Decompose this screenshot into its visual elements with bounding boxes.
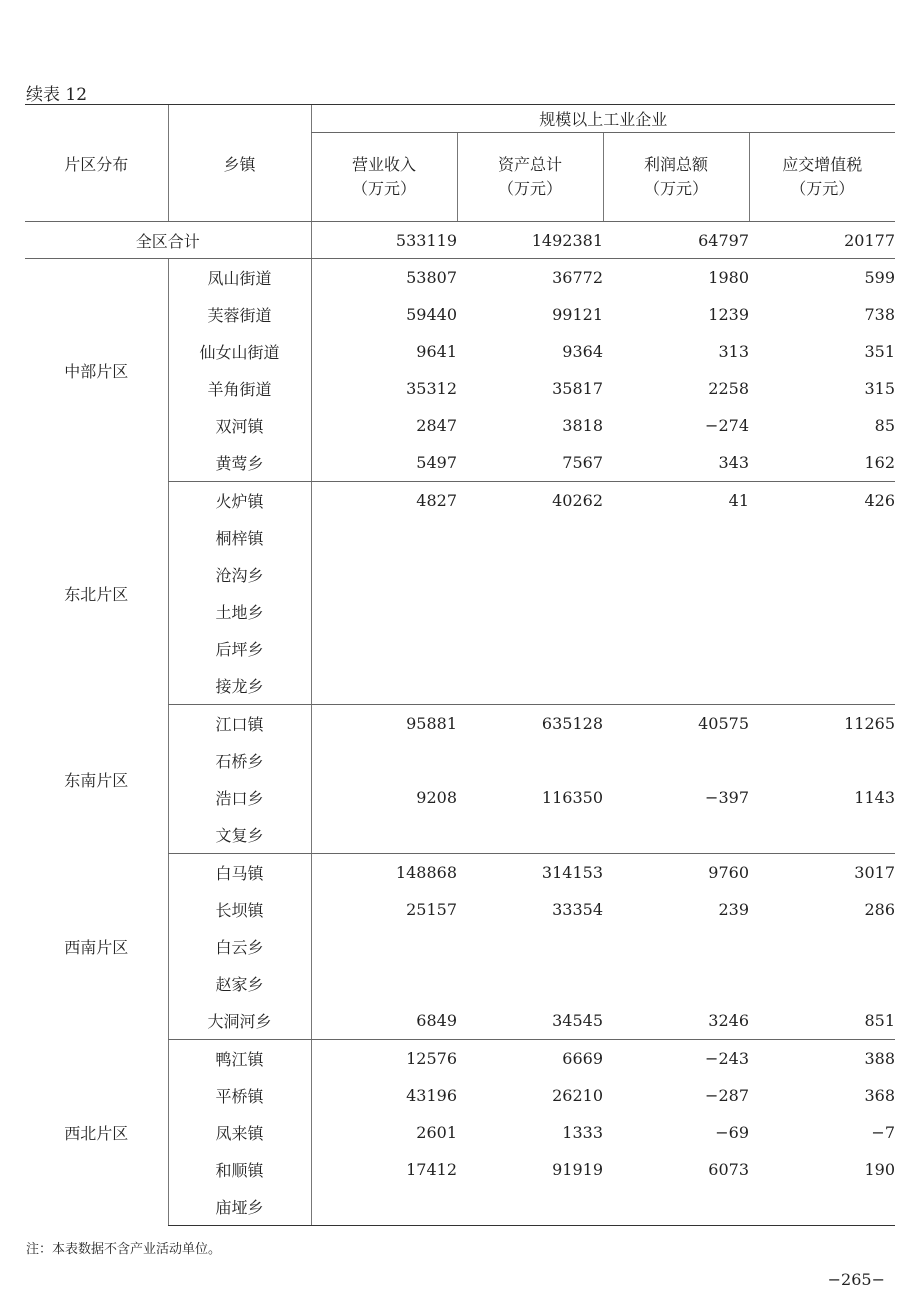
town-name: 鸭江镇 (168, 1040, 311, 1078)
profit-cell: −243 (705, 1049, 749, 1068)
town-name: 和顺镇 (168, 1151, 311, 1188)
town-name: 长坝镇 (168, 891, 311, 928)
profit-cell: 1239 (708, 305, 749, 324)
revenue-cell: 2601 (311, 1114, 457, 1151)
revenue-cell: 9641 (311, 333, 457, 370)
vat-cell: 1143 (854, 788, 895, 807)
vat-cell: 388 (864, 1049, 895, 1068)
vat-cell: 315 (864, 379, 895, 398)
vat-cell (749, 742, 895, 779)
assets-cell: 635128 (541, 714, 603, 733)
assets-cell: 33354 (552, 900, 603, 919)
assets-cell (457, 630, 603, 667)
total-vat: 20177 (749, 222, 895, 259)
profit-cell (603, 816, 749, 854)
table-row (25, 854, 895, 892)
assets-cell (457, 1188, 603, 1226)
assets-cell (457, 519, 603, 556)
region-name: 东南片区 (64, 770, 129, 790)
profit-cell (603, 519, 749, 556)
vat-cell: 351 (864, 342, 895, 361)
assets-cell (457, 965, 603, 1002)
revenue-cell: 25157 (311, 891, 457, 928)
vat-cell (749, 519, 895, 556)
assets-cell: 9364 (562, 342, 603, 361)
assets-cell (457, 556, 603, 593)
total-assets: 1492381 (457, 222, 603, 259)
town-name: 赵家乡 (168, 965, 311, 1002)
town-name: 后坪乡 (168, 630, 311, 667)
profit-cell (603, 593, 749, 630)
town-name: 双河镇 (168, 407, 311, 444)
profit-cell: 1980 (708, 268, 749, 287)
header-assets: 资产总计 （万元） (457, 133, 603, 222)
assets-cell: 99121 (552, 305, 603, 324)
revenue-cell: 59440 (311, 296, 457, 333)
region-name: 东北片区 (64, 584, 129, 604)
vat-cell: 599 (864, 268, 895, 287)
profit-cell: 239 (718, 900, 749, 919)
vat-cell (749, 630, 895, 667)
profit-cell: 3246 (603, 1002, 749, 1040)
revenue-cell: 4827 (311, 482, 457, 520)
town-name: 凤来镇 (168, 1114, 311, 1151)
profit-cell: −274 (705, 416, 749, 435)
revenue-cell (311, 742, 457, 779)
table-row (25, 1040, 895, 1078)
profit-cell: −69 (715, 1123, 749, 1142)
region-name: 西南片区 (64, 938, 129, 957)
profit-cell (603, 742, 749, 779)
revenue-cell: 35312 (311, 370, 457, 407)
total-profit: 64797 (603, 222, 749, 259)
region-name: 西北片区 (64, 1124, 129, 1143)
town-name: 大洞河乡 (168, 1002, 311, 1040)
town-name: 庙垭乡 (168, 1188, 311, 1226)
header-profit: 利润总额 （万元） (603, 133, 749, 222)
town-name: 黄莺乡 (168, 444, 311, 482)
assets-cell (457, 928, 603, 965)
table-caption: 续表 12 (26, 85, 88, 105)
revenue-cell (311, 1188, 457, 1226)
vat-cell (749, 816, 895, 854)
profit-cell: 2258 (708, 379, 749, 398)
revenue-cell: 53807 (311, 259, 457, 297)
total-row (25, 222, 895, 259)
assets-cell: 40262 (552, 491, 603, 510)
assets-cell: 314153 (541, 863, 603, 882)
town-name: 仙女山街道 (168, 333, 311, 370)
town-name: 土地乡 (168, 593, 311, 630)
town-name: 江口镇 (168, 705, 311, 743)
profit-cell (603, 1188, 749, 1226)
assets-cell: 3818 (562, 416, 603, 435)
table-row (25, 482, 895, 520)
revenue-cell: 148868 (311, 854, 457, 892)
town-name: 沧沟乡 (168, 556, 311, 593)
header-region: 片区分布 (25, 105, 168, 222)
revenue-cell: 9208 (311, 779, 457, 816)
town-name: 接龙乡 (168, 667, 311, 705)
revenue-cell: 95881 (311, 705, 457, 743)
assets-cell: 6669 (562, 1049, 603, 1068)
vat-cell (749, 928, 895, 965)
vat-cell: 851 (749, 1002, 895, 1040)
assets-cell: 1333 (562, 1123, 603, 1142)
vat-cell: 85 (874, 416, 895, 435)
profit-cell: 9760 (708, 863, 749, 882)
revenue-cell (311, 630, 457, 667)
town-name: 白马镇 (168, 854, 311, 892)
assets-cell: 36772 (552, 268, 603, 287)
table-row (25, 705, 895, 743)
vat-cell (749, 965, 895, 1002)
assets-cell: 91919 (552, 1160, 603, 1179)
vat-cell: 286 (864, 900, 895, 919)
revenue-cell: 5497 (311, 444, 457, 482)
header-town: 乡镇 (168, 105, 311, 222)
vat-cell: −7 (871, 1123, 895, 1142)
revenue-cell (311, 667, 457, 705)
header-vat: 应交增值税 （万元） (749, 133, 895, 222)
town-name: 凤山街道 (168, 259, 311, 297)
revenue-cell: 43196 (311, 1077, 457, 1114)
assets-cell: 116350 (541, 788, 603, 807)
vat-cell (749, 556, 895, 593)
vat-cell: 11265 (844, 714, 895, 733)
profit-cell: −397 (705, 788, 749, 807)
profit-cell: 40575 (698, 714, 749, 733)
profit-cell (603, 667, 749, 705)
vat-cell (749, 1188, 895, 1226)
revenue-cell (311, 556, 457, 593)
revenue-cell (311, 519, 457, 556)
revenue-cell: 2847 (311, 407, 457, 444)
revenue-cell: 12576 (311, 1040, 457, 1078)
town-name: 石桥乡 (168, 742, 311, 779)
profit-cell: 313 (718, 342, 749, 361)
header-revenue: 营业收入 （万元） (311, 133, 457, 222)
profit-cell: −287 (705, 1086, 749, 1105)
header-group: 规模以上工业企业 (311, 105, 895, 133)
total-label: 全区合计 (25, 222, 311, 259)
assets-cell (457, 742, 603, 779)
assets-cell (457, 593, 603, 630)
profit-cell: 343 (603, 444, 749, 482)
town-name: 火炉镇 (168, 482, 311, 520)
profit-cell (603, 965, 749, 1002)
vat-cell: 368 (864, 1086, 895, 1105)
vat-cell (749, 667, 895, 705)
town-name: 桐梓镇 (168, 519, 311, 556)
assets-cell: 7567 (457, 444, 603, 482)
vat-cell: 426 (864, 491, 895, 510)
assets-cell (457, 667, 603, 705)
table-row (25, 259, 895, 297)
region-name: 中部片区 (64, 361, 129, 381)
vat-cell: 162 (749, 444, 895, 482)
revenue-cell (311, 593, 457, 630)
profit-cell (603, 928, 749, 965)
town-name: 羊角街道 (168, 370, 311, 407)
total-revenue: 533119 (311, 222, 457, 259)
town-name: 平桥镇 (168, 1077, 311, 1114)
town-name: 浩口乡 (168, 779, 311, 816)
vat-cell: 3017 (854, 863, 895, 882)
profit-cell (603, 556, 749, 593)
profit-cell: 6073 (708, 1160, 749, 1179)
revenue-cell (311, 965, 457, 1002)
town-name: 芙蓉街道 (168, 296, 311, 333)
profit-cell: 41 (728, 491, 749, 510)
profit-cell (603, 630, 749, 667)
page-number: −265− (827, 1270, 885, 1289)
statistics-table (25, 104, 895, 1226)
vat-cell: 738 (864, 305, 895, 324)
town-name: 文复乡 (168, 816, 311, 854)
assets-cell: 35817 (552, 379, 603, 398)
revenue-cell (311, 816, 457, 854)
revenue-cell: 17412 (311, 1151, 457, 1188)
vat-cell (749, 593, 895, 630)
revenue-cell (311, 928, 457, 965)
town-name: 白云乡 (168, 928, 311, 965)
assets-cell (457, 816, 603, 854)
vat-cell: 190 (864, 1160, 895, 1179)
assets-cell: 34545 (457, 1002, 603, 1040)
revenue-cell: 6849 (311, 1002, 457, 1040)
footnote: 注：本表数据不含产业活动单位。 (26, 1242, 222, 1257)
assets-cell: 26210 (552, 1086, 603, 1105)
